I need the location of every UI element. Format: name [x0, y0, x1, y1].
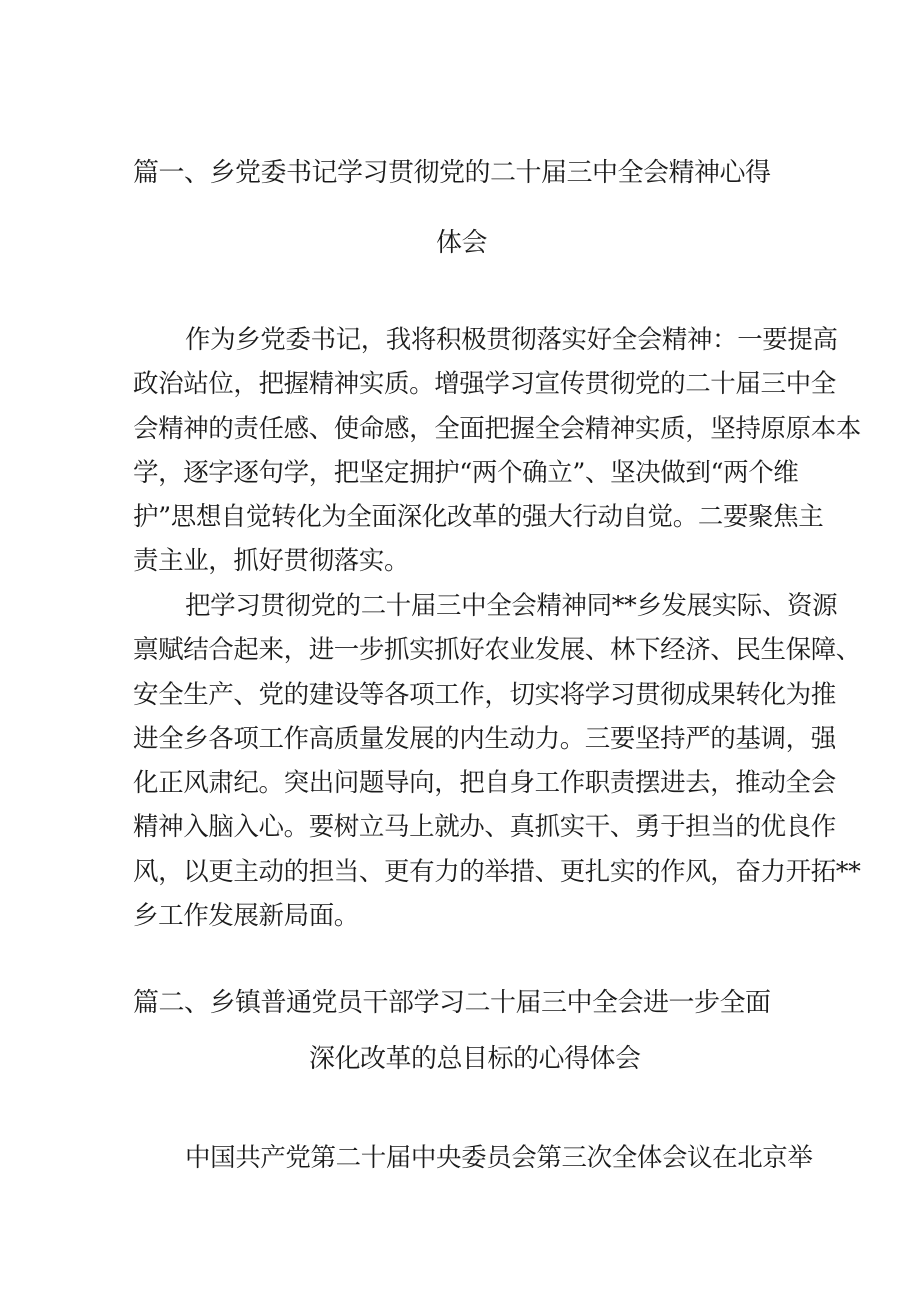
- section2-title-line1: 篇二、乡镇普通党员干部学习二十届三中全会进一步全面: [133, 988, 771, 1018]
- paragraph-line: 政治站位，把握精神实质。增强学习宣传贯彻党的二十届三中全: [133, 369, 836, 400]
- paragraph-line: 学，逐字逐句学，把坚定拥护“两个确立”、坚决做到“两个维: [133, 457, 799, 488]
- section1-paragraph2: [133, 584, 861, 938]
- paragraph-line: 精神入脑入心。要树立马上就办、真抓实干、勇于担当的优良作: [133, 812, 836, 843]
- paragraph-line: 会精神的责任感、使命感，全面把握全会精神实质，坚持原原本本: [133, 413, 861, 444]
- paragraph-line: 乡工作发展新局面。: [133, 901, 359, 932]
- section2-paragraph1: [133, 1136, 813, 1180]
- paragraph-line: 护”思想自觉转化为全面深化改革的强大行动自觉。二要聚焦主: [133, 502, 824, 533]
- section1-paragraph1: [133, 318, 861, 584]
- section1-title-line2: 体会: [436, 228, 488, 258]
- paragraph-line: 作为乡党委书记，我将积极贯彻落实好全会精神：一要提高: [185, 325, 838, 355]
- section1-title-line1: 篇一、乡党委书记学习贯彻党的二十届三中全会精神心得: [133, 158, 771, 188]
- paragraph-line: 责主业，抓好贯彻落实。: [133, 546, 410, 577]
- paragraph-line: 中国共产党第二十届中央委员会第三次全体会议在北京举: [185, 1143, 813, 1173]
- paragraph-line: 化正风肃纪。突出问题导向，把自身工作职责摆进去，推动全会: [133, 768, 836, 799]
- paragraph-line: 风，以更主动的担当、更有力的举措、更扎实的作风，奋力开拓**: [133, 856, 861, 887]
- section2-title-line2: 深化改革的总目标的心得体会: [309, 1044, 641, 1074]
- paragraph-line: 进全乡各项工作高质量发展的内生动力。三要坚持严的基调，强: [133, 723, 836, 754]
- paragraph-line: 禀赋结合起来，进一步抓实抓好农业发展、林下经济、民生保障、: [133, 635, 861, 666]
- paragraph-line: 安全生产、党的建设等各项工作，切实将学习贯彻成果转化为推: [133, 679, 836, 710]
- paragraph-line: 把学习贯彻党的二十届三中全会精神同**乡发展实际、资源: [185, 591, 838, 621]
